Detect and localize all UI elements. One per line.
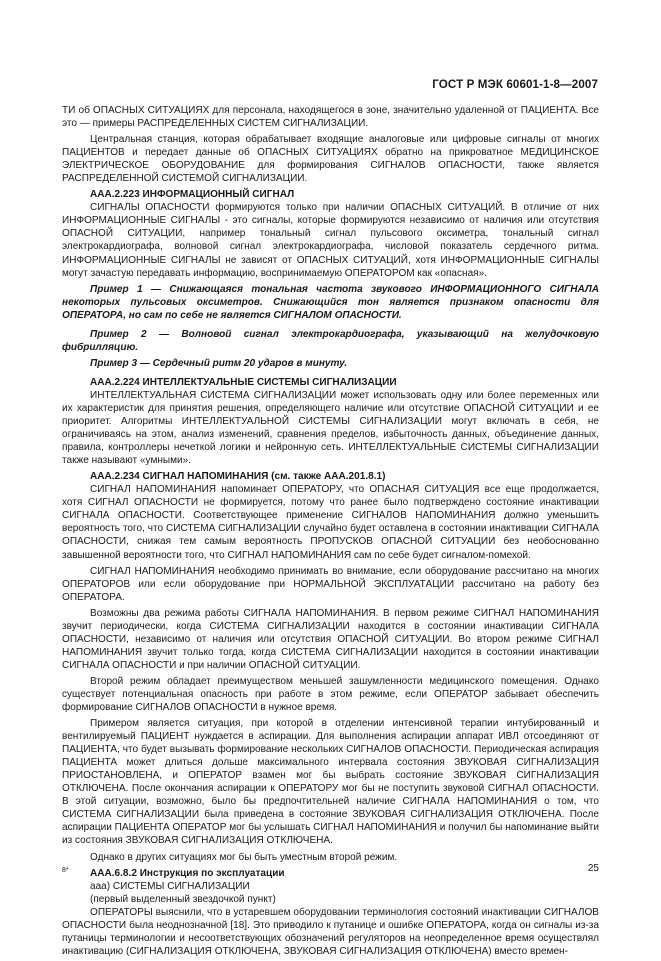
body-paragraph: Второй режим обладает преимуществом меньшей зашумленности медицинского помещения. Однако существует потенциальная опасность при работе в этом режиме, если ОПЕРАТОР забывает обеспечить формирование СИГНАЛОВ ОПАСНОСТИ в нужное время. bbox=[62, 675, 599, 714]
body-paragraph: СИГНАЛЫ ОПАСНОСТИ формируются только при наличии ОПАСНЫХ СИТУАЦИЙ. В отличие от них ИНФОРМАЦИОННЫЕ СИГНАЛЫ - это сигналы, которые формируются независимо от наличия или отсутствия ОПАСНОЙ СИТУАЦИИ, например тональный сигнал пульсового оксиметра, тональный сигнал электрокардиографа, волновой сигнал электрокардиографа, числовой показатель сердечного ритма. ИНФОРМАЦИОННЫЕ СИГНАЛЫ не зависят от ОПАСНЫХ СИТУАЦИЙ, хотя ИНФОРМАЦИОННЫЕ СИГНАЛЫ могут зачастую передавать информацию, воспринимаемую ОПЕРАТОРОМ как «опасная». bbox=[62, 202, 599, 279]
section-heading: ААА.2.234 СИГНАЛ НАПОМИНАНИЯ (см. также ААА.201.8.1) bbox=[90, 471, 386, 483]
body-paragraph: Примером является ситуация, при которой в отделении интенсивной терапии интубированный и вентилируемый ПАЦИЕНТ нуждается в аспирации. Для выполнения аспирации аппарат ИВЛ отсоединяют от ПАЦИЕНТА, что будет вызывать формирование нескольких СИГНАЛОВ ОПАСНОСТИ. Периодическая аспирация ПАЦИЕНТА может длиться дольше максимального интервала состояния ЗВУКОВАЯ СИГНАЛИЗАЦИЯ ПРИОСТАНОВЛЕНА, и ОПЕРАТОР взамен мог бы выбрать состояние ЗВУКОВАЯ СИГНАЛИЗАЦИЯ ОТКЛЮЧЕНА. После окончания аспирации к ОПЕРАТОРУ мог бы не поступить звуковой СИГНАЛ ОПАСНОСТИ. В этой ситуации, возможно, было бы предпочтительней наличие СИГНАЛА НАПОМИНАНИЯ о том, что СИСТЕМА СИГНАЛИЗАЦИИ была приведена в состояние ЗВУКОВАЯ СИГНАЛИЗАЦИЯ ОТКЛЮЧЕНА. После аспирации ПАЦИЕНТА ОПЕРАТОР мог бы услышать СИГНАЛ НАПОМИНАНИЯ и получил бы напоминание выйти из состояния ЗВУКОВАЯ СИГНАЛИЗАЦИЯ ОТКЛЮЧЕНА. bbox=[62, 718, 599, 847]
example-note: Пример 2 — Волновой сигнал электрокардиографа, указывающий на желудочковую фибрилляцию. bbox=[62, 328, 599, 353]
list-item: ааа) СИСТЕМЫ СИГНАЛИЗАЦИИ bbox=[90, 880, 250, 892]
body-paragraph: ИНТЕЛЛЕКТУАЛЬНАЯ СИСТЕМА СИГНАЛИЗАЦИИ может использовать одну или более переменных или их характеристик для принятия решения, определяющего наличие или отсутствие ОПАСНОЙ СИТУАЦИИ и ее приоритет. Алгоритмы ИНТЕЛЛЕКТУАЛЬНОЙ СИСТЕМЫ СИГНАЛИЗАЦИИ могут включать в себя, не ограничиваясь на этом, анализ изменений, сравнения пределов, избыточность данных, объединение данных, правила, контроллеры нечеткой логики и нейронную сеть. ИНТЕЛЛЕКТУАЛЬНЫЕ СИСТЕМЫ СИГНАЛИЗАЦИИ также называют «умными». bbox=[62, 389, 599, 467]
list-item: (первый выделенный звездочкой пункт) bbox=[90, 893, 276, 905]
section-heading: ААА.6.8.2 Инструкция по эксплуатации bbox=[90, 867, 285, 879]
body-paragraph: Возможны два режима работы СИГНАЛА НАПОМИНАНИЯ. В первом режиме СИГНАЛ НАПОМИНАНИЯ звучит периодически, когда СИСТЕМА СИГНАЛИЗАЦИИ находится в состоянии инактивации СИГНАЛА ОПАСНОСТИ, независимо от наличия или отсутствия ОПАСНОЙ СИТУАЦИИ. Во втором режиме СИГНАЛ НАПОМИНАНИЯ звучит только тогда, когда СИСТЕМА СИГНАЛИЗАЦИИ находится в состоянии инактивации СИГНАЛА ОПАСНОСТИ и при наличии ОПАСНОЙ СИТУАЦИИ. bbox=[62, 607, 599, 671]
body-paragraph: Однако в других ситуациях мог бы быть уместным второй режим. bbox=[90, 851, 398, 863]
body-paragraph: Центральная станция, которая обрабатывает входящие аналоговые или цифровые сигналы от многих ПАЦИЕНТОВ и передает данные об ОПАСНЫХ СИТУАЦИЯХ обратно на прикроватное МЕДИЦИНСКОЕ ЭЛЕКТРИЧЕСКОЕ ОБОРУДОВАНИЕ для формирования СИГНАЛОВ ОПАСНОСТИ, также является РАСПРЕДЕЛЕННОЙ СИСТЕМОЙ СИГНАЛИЗАЦИИ. bbox=[62, 134, 599, 185]
body-paragraph: ОПЕРАТОРЫ выяснили, что в устаревшем оборудовании терминология состояний инактивации СИГНАЛОВ ОПАСНОСТИ была неоднозначной [18]. Это приводило к путанице и ошибке ОПЕРАТОРА, когда он сигналы из-за путаницы терминологии и несоответствующих обозначений регуляторов на неопределенное время осуществлял инактивацию (СИГНАЛИЗАЦИЯ ОТКЛЮЧЕНА, ЗВУКОВАЯ СИГНАЛИЗАЦИЯ ОТКЛЮЧЕНА) вместо времен- bbox=[62, 906, 599, 957]
example-note: Пример 1 — Снижающаяся тональная частота звукового ИНФОРМАЦИОННОГО СИГНАЛА некоторых пульсовых оксиметров. Снижающийся тон является признаком опасности для ОПЕРАТОРА, но сам по себе не является СИГНАЛОМ ОПАСНОСТИ. bbox=[62, 283, 599, 321]
document-body bbox=[62, 104, 599, 961]
body-paragraph: СИГНАЛ НАПОМИНАНИЯ напоминает ОПЕРАТОРУ, что ОПАСНАЯ СИТУАЦИЯ все еще продолжается, хотя СИГНАЛ ОПАСНОСТИ не формируется, потому что ранее было подтверждено состояние инактивации СИГНАЛА ОПАСНОСТИ. Соответствующее применение СИГНАЛОВ НАПОМИНАНИЯ должно уменьшить вероятность того, что СИСТЕМА СИГНАЛИЗАЦИИ случайно будет оставлена в состоянии инактивации СИГНАЛА ОПАСНОСТИ, снижая тем самым вероятность ПРОПУСКОВ ОПАСНОЙ СИТУАЦИИ без необоснованно завышенной вероятности того, что СИГНАЛ НАПОМИНАНИЯ сам по себе будет сигналом-помехой. bbox=[62, 484, 599, 561]
body-paragraph: СИГНАЛ НАПОМИНАНИЯ необходимо принимать во внимание, если оборудование рассчитано на многих ОПЕРАТОРОВ или если оборудование при НОРМАЛЬНОЙ ЭКСПЛУАТАЦИИ рассчитано на работу без ОПЕРАТОРА. bbox=[62, 565, 599, 603]
example-note: Пример 3 — Сердечный ритм 20 ударов в минуту. bbox=[90, 357, 348, 369]
section-heading: ААА.2.223 ИНФОРМАЦИОННЫЙ СИГНАЛ bbox=[90, 189, 295, 201]
page-number: 25 bbox=[587, 863, 599, 874]
footer-mark: 8* bbox=[62, 867, 69, 874]
section-heading: ААА.2.224 ИНТЕЛЛЕКТУАЛЬНЫЕ СИСТЕМЫ СИГНАЛИЗАЦИИ bbox=[90, 376, 397, 388]
standard-header: ГОСТ Р МЭК 60601-1-8—2007 bbox=[432, 78, 598, 91]
body-paragraph: ТИ об ОПАСНЫХ СИТУАЦИЯХ для персонала, находящегося в зоне, значительно удаленной от ПАЦИЕНТА. Все это — примеры РАСПРЕДЕЛЕННЫХ СИСТЕМ СИГНАЛИЗАЦИИ. bbox=[62, 105, 599, 130]
